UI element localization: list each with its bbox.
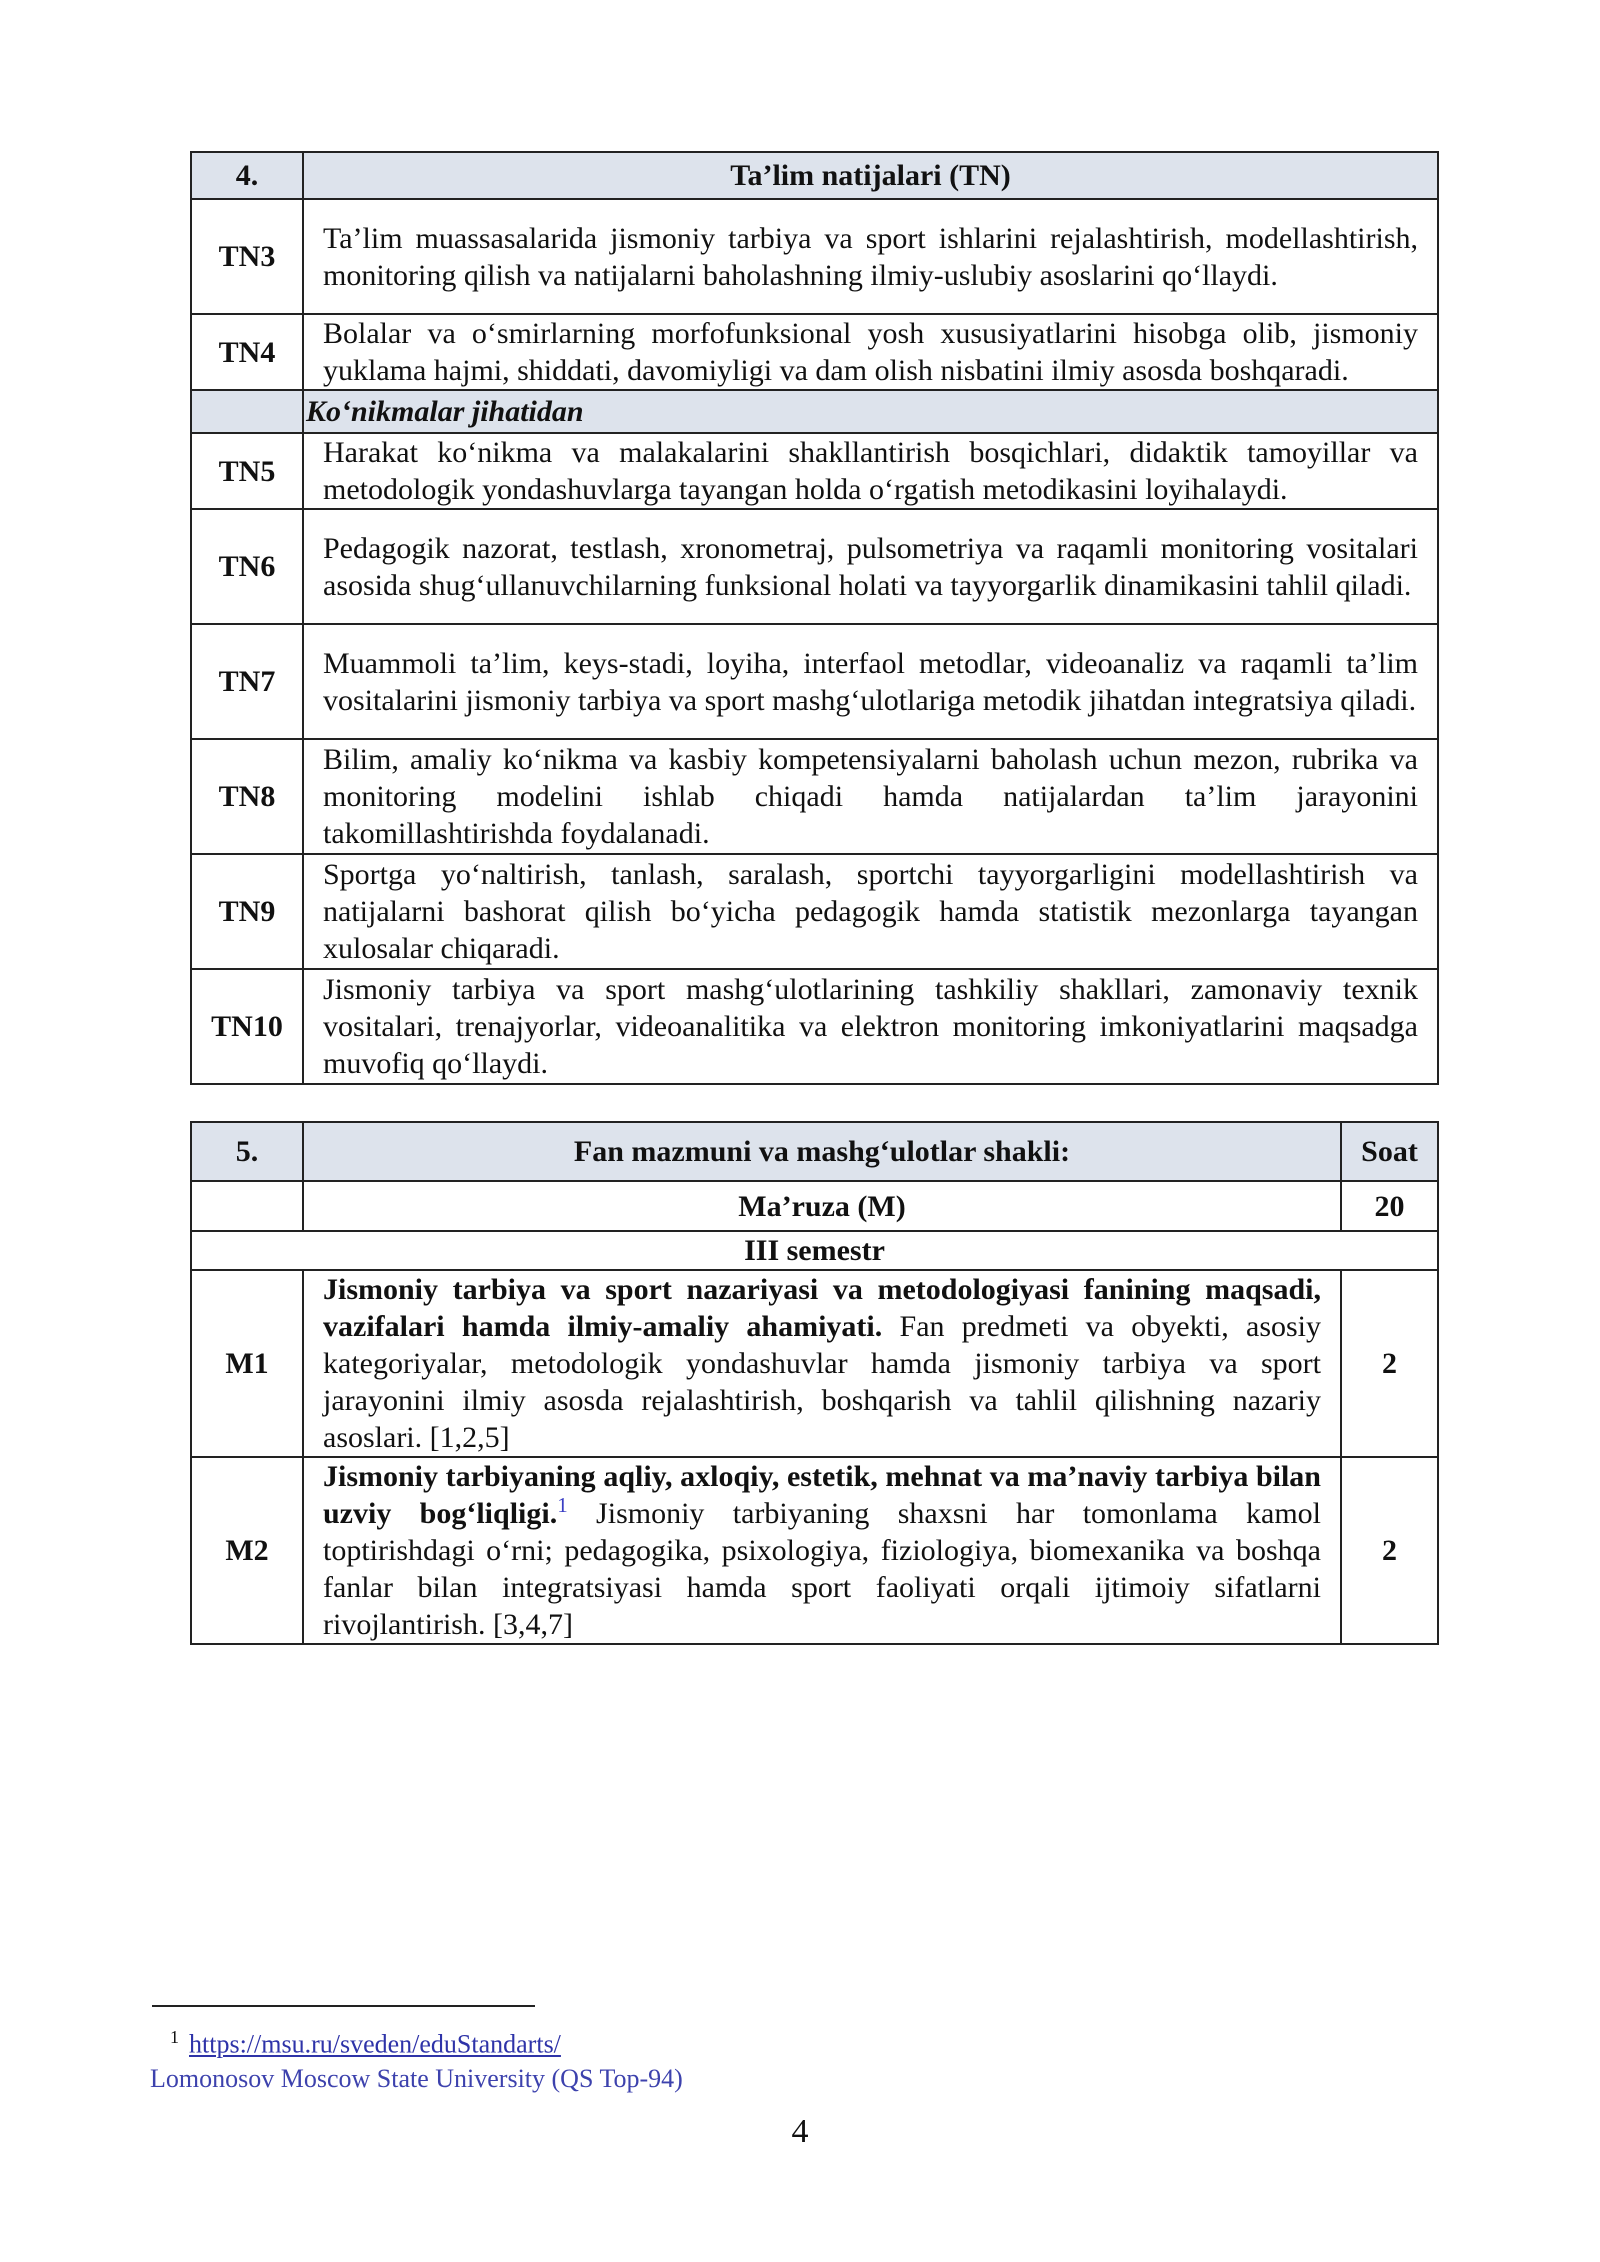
table-row <box>191 854 1438 969</box>
outcome-text: Pedagogik nazorat, testlash, xronometraj, pulsometriya va raqamli monitoring vositalari asosida shug‘ullanuvchilarning funksional holati va tayyorgarlik dinamikasini tahlil qiladi. <box>303 509 1438 624</box>
table-header-row <box>191 1122 1438 1181</box>
lecture-code: M1 <box>191 1270 303 1457</box>
subheading-row <box>191 390 1438 433</box>
outcome-code: TN9 <box>191 854 303 969</box>
lecture-hours: 2 <box>1341 1457 1438 1644</box>
table-row <box>191 433 1438 509</box>
footnote-mark: 1 <box>170 2027 179 2047</box>
lecture-label: Ma’ruza (M) <box>303 1181 1341 1231</box>
skills-subheading: Ko‘nikmalar jihatidan <box>303 390 1438 433</box>
outcome-code: TN3 <box>191 199 303 314</box>
outcome-text: Jismoniy tarbiya va sport mashg‘ulotlarining tashkiliy shakllari, zamonaviy texnik vositalari, trenajyorlar, videoanalitika va elektron monitoring imkoniyatlarini maqsadga muvofiq qo‘llaydi. <box>303 969 1438 1084</box>
table-row <box>191 969 1438 1084</box>
outcome-text: Bolalar va o‘smirlarning morfofunksional yosh xususiyatlarini hisobga olib, jismoniy yuklama hajmi, shiddati, davomiyligi va dam olish nisbatini ilmiy asosda boshqaradi. <box>303 314 1438 390</box>
lecture-code: M2 <box>191 1457 303 1644</box>
table-header-row <box>191 152 1438 199</box>
lecture-content <box>303 1270 1341 1457</box>
section-number: 5. <box>191 1122 303 1181</box>
footnote <box>150 2020 683 2096</box>
outcome-text: Ta’lim muassasalarida jismoniy tarbiya va sport ishlarini rejalashtirish, modellashtirish, monitoring qilish va natijalarni baholashning ilmiy-uslubiy asoslarini qo‘llaydi. <box>303 199 1438 314</box>
outcome-code: TN6 <box>191 509 303 624</box>
lecture-hours: 2 <box>1341 1270 1438 1457</box>
outcome-text: Sportga yo‘naltirish, tanlash, saralash, sportchi tayyorgarligini modellashtirish va natijalarni bashorat qilish bo‘yicha pedagogik hamda statistik mezonlarga tayangan xulosalar chiqaradi. <box>303 854 1438 969</box>
table-row <box>191 199 1438 314</box>
lecture-summary-row <box>191 1181 1438 1231</box>
outcome-code: TN8 <box>191 739 303 854</box>
outcome-text: Harakat ko‘nikma va malakalarini shakllantirish bosqichlari, didaktik tamoyillar va metodologik yondashuvlarga tayangan holda o‘rgatish metodikasini loyihalaydi. <box>303 433 1438 509</box>
table-title: Ta’lim natijalari (TN) <box>303 152 1438 199</box>
table-title: Fan mazmuni va mashg‘ulotlar shakli: <box>303 1122 1341 1181</box>
lecture-content <box>303 1457 1341 1644</box>
table-row <box>191 739 1438 854</box>
page-number: 4 <box>791 2113 809 2150</box>
footnote-reference[interactable]: 1 <box>557 1493 568 1517</box>
table-row <box>191 314 1438 390</box>
empty-cell <box>191 390 303 433</box>
footnote-link[interactable]: https://msu.ru/sveden/eduStandarts/ <box>189 2029 561 2059</box>
outcome-code: TN4 <box>191 314 303 390</box>
table-row <box>191 624 1438 739</box>
outcome-code: TN7 <box>191 624 303 739</box>
outcome-code: TN10 <box>191 969 303 1084</box>
outcome-text: Bilim, amaliy ko‘nikma va kasbiy kompetensiyalarni baholash uchun mezon, rubrika va monitoring modelini ishlab chiqadi hamda natijalardan ta’lim jarayonini takomillashtirishda foydalanadi. <box>303 739 1438 854</box>
table-row <box>191 509 1438 624</box>
semester-label: III semestr <box>191 1231 1438 1270</box>
outcome-code: TN5 <box>191 433 303 509</box>
footnote-note: Lomonosov Moscow State University (QS Top-94) <box>150 2063 683 2093</box>
learning-outcomes-table <box>190 151 1439 1085</box>
footnote-separator <box>152 2005 535 2007</box>
outcome-text: Muammoli ta’lim, keys-stadi, loyiha, interfaol metodlar, videoanaliz va raqamli ta’lim vositalarini jismoniy tarbiya va sport mashg‘ulotlariga metodik jihatdan integratsiya qiladi. <box>303 624 1438 739</box>
lecture-row <box>191 1457 1438 1644</box>
lecture-topic: Jismoniy tarbiya va sport nazariyasi va metodologiyasi fanining maqsadi, vazifalari hamda ilmiy-amaliy ahamiyati. <box>323 1273 1321 1343</box>
lecture-hours: 20 <box>1341 1181 1438 1231</box>
lecture-description: Fan predmeti va obyekti, asosiy kategoriyalar, metodologik yondashuvlar hamda jismoniy tarbiya va sport jarayonini ilmiy asosda rejalashtirish, boshqarish va tahlil qilishning nazariy asoslari. [1,2,5] <box>323 1310 1322 1454</box>
semester-row <box>191 1231 1438 1270</box>
lecture-row <box>191 1270 1438 1457</box>
hours-column-header: Soat <box>1341 1122 1438 1181</box>
section-number: 4. <box>191 152 303 199</box>
empty-cell <box>191 1181 303 1231</box>
lecture-description: Jismoniy tarbiyaning shaxsni har tomonlama kamol toptirishdagi o‘rni; pedagogika, psixologiya, fiziologiya, biomexanika va boshqa fanlar bilan integratsiyasi hamda sport faoliyati orqali ijtimoiy sifatlarni rivojlantirish. [3,4,7] <box>323 1497 1321 1641</box>
course-content-table <box>190 1121 1439 1645</box>
lecture-topic: Jismoniy tarbiyaning aqliy, axloqiy, estetik, mehnat va ma’naviy tarbiya bilan uzviy bog‘liqligi. <box>323 1460 1321 1530</box>
